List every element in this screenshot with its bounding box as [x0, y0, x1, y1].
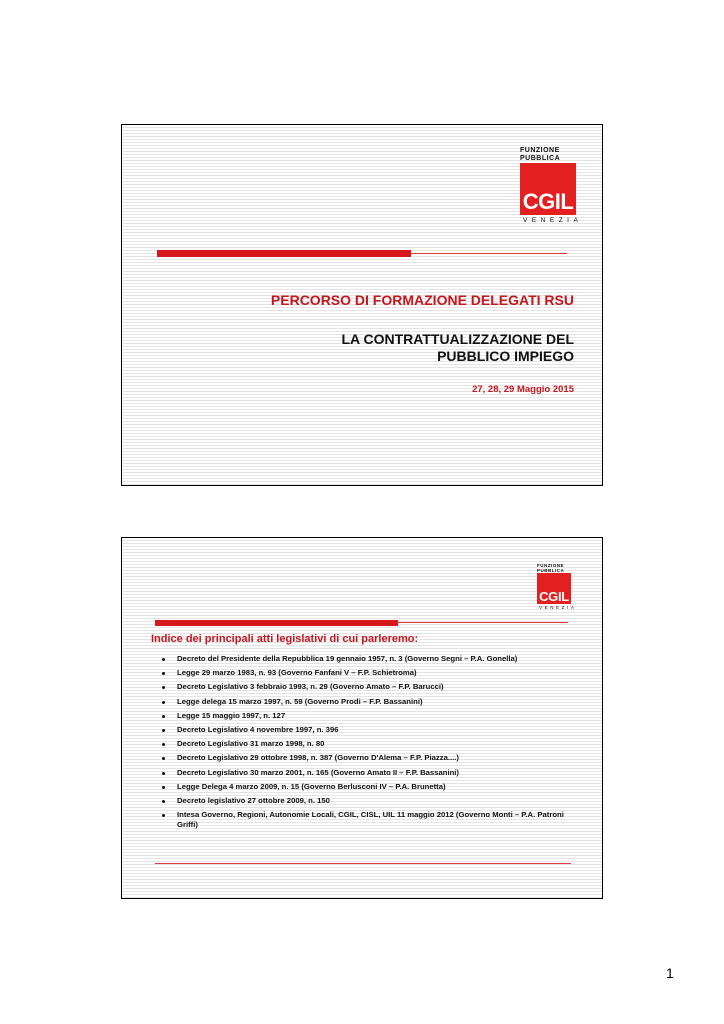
list-item [151, 768, 577, 778]
list-item [151, 782, 577, 792]
page-number: 1 [666, 965, 674, 981]
legislation-list [151, 654, 577, 834]
slide-1 [121, 124, 603, 486]
logo-line-funzione: FUNZIONE [537, 563, 564, 568]
red-divider-bar [155, 620, 398, 626]
logo-line-funzione: FUNZIONE [520, 147, 560, 154]
subtitle-line-1: LA CONTRATTUALIZZAZIONE DEL [341, 331, 574, 347]
list-item-text: Decreto Legislativo 4 novembre 1997, n. 396 [177, 724, 339, 734]
logo-line-pubblica: PUBBLICA [537, 568, 565, 573]
bullet-icon [162, 800, 165, 803]
list-item [151, 711, 577, 721]
list-item [151, 739, 577, 749]
list-item [151, 725, 577, 735]
logo-brand-box [520, 163, 576, 215]
bullet-icon [162, 814, 165, 817]
red-divider-line [398, 622, 568, 623]
slide-subtitle [274, 331, 574, 365]
bullet-icon [162, 658, 165, 661]
list-item-text: Intesa Governo, Regioni, Autonomie Locali, CGIL, CISL, UIL 11 maggio 2012 (Governo Monti – P.A. Patroni Griffi) [177, 810, 564, 830]
bullet-icon [162, 672, 165, 675]
bullet-icon [162, 743, 165, 746]
bullet-icon [162, 729, 165, 732]
bullet-icon [162, 786, 165, 789]
logo-line-pubblica: PUBBLICA [520, 155, 561, 162]
bullet-icon [162, 715, 165, 718]
list-item [151, 697, 577, 707]
list-item [151, 668, 577, 678]
list-item-text: Decreto Legislativo 29 ottobre 1998, n. 387 (Governo D'Alema – F.P. Piazza....) [177, 753, 459, 763]
index-heading: Indice dei principali atti legislativi di cui parleremo: [151, 633, 419, 645]
list-item-text: Decreto Legislativo 3 febbraio 1993, n. 29 (Governo Amato – F.P. Barucci) [177, 682, 444, 692]
list-item-text: Legge 29 marzo 1983, n. 93 (Governo Fanfani V – F.P. Schietroma) [177, 668, 417, 678]
list-item [151, 753, 577, 763]
list-item-text: Decreto legislativo 27 ottobre 2009, n. 150 [177, 795, 330, 805]
list-item-text: Decreto del Presidente della Repubblica 19 gennaio 1957, n. 3 (Governo Segni – P.A. Gonella) [177, 654, 518, 663]
red-divider-bar [157, 250, 411, 257]
list-item [151, 682, 577, 692]
logo-city: VENEZIA [523, 217, 583, 224]
bullet-icon [162, 701, 165, 704]
list-item [151, 810, 577, 830]
logo-city: VENEZIA [539, 605, 577, 610]
red-footer-line [155, 863, 571, 864]
bullet-icon [162, 772, 165, 775]
list-item-text: Decreto Legislativo 30 marzo 2001, n. 165 (Governo Amato II – F.P. Bassanini) [177, 767, 459, 777]
bullet-icon [162, 686, 165, 689]
list-item [151, 796, 577, 806]
logo-brand-box [537, 573, 571, 604]
list-item-text: Legge Delega 4 marzo 2009, n. 15 (Governo Berlusconi IV – P.A. Brunetta) [177, 781, 446, 791]
list-item-text: Legge delega 15 marzo 1997, n. 59 (Governo Prodi – F.P. Bassanini) [177, 696, 423, 706]
slide-2 [121, 537, 603, 899]
slide-title: PERCORSO DI FORMAZIONE DELEGATI RSU [270, 292, 574, 308]
bullet-icon [162, 757, 165, 760]
slide-date: 27, 28, 29 Maggio 2015 [472, 384, 574, 395]
logo-brand: CGIL [539, 589, 569, 604]
list-item-text: Legge 15 maggio 1997, n. 127 [177, 710, 286, 720]
subtitle-line-2: PUBBLICO IMPIEGO [437, 348, 574, 364]
list-item-text: Decreto Legislativo 31 marzo 1998, n. 80 [177, 739, 325, 749]
list-item [151, 654, 577, 664]
cgil-logo [537, 563, 577, 610]
logo-brand: CGIL [522, 189, 574, 214]
cgil-logo [520, 147, 583, 224]
red-divider-line [411, 253, 567, 254]
